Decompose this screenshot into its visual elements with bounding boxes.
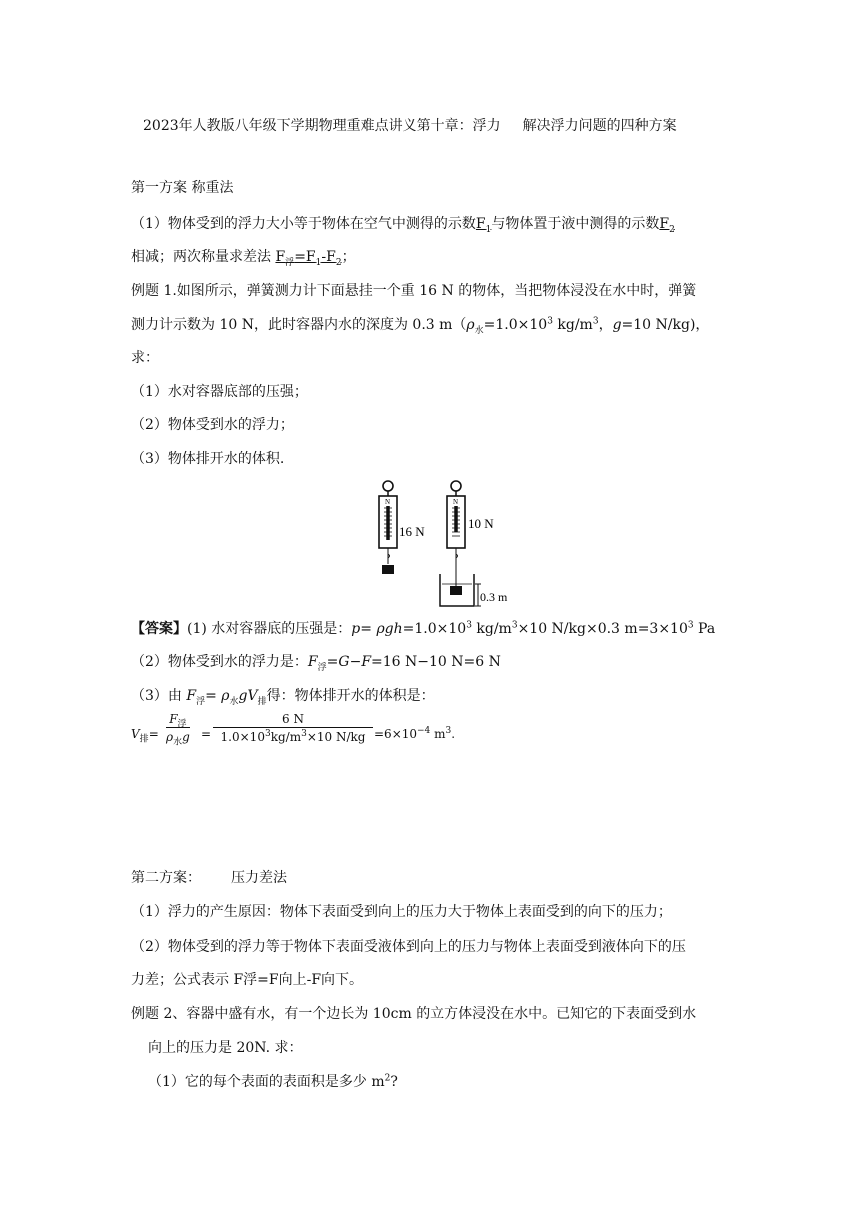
title-main: 2023年人教版八年级下学期物理重难点讲义第十章：浮力 (143, 118, 501, 134)
section1-p1-line2: 相减；两次称量求差法 $F_浮=F_1-F_2$； (131, 249, 356, 268)
fraction-1: $F_浮$ $\rho_水g$ (166, 712, 190, 748)
question-1: （1）水对容器底部的压强； (131, 384, 308, 400)
title-sub: 解决浮力问题的四种方案 (522, 118, 677, 134)
fraction-2: $\frac{6 N}{1.0\times 10^3kg/m^3\times 10 N/kg}$ (213, 712, 373, 744)
reading-right: 10 N (468, 516, 494, 531)
answer-4-eq2: = (201, 727, 212, 741)
question-3: （3）物体排开水的体积. (131, 451, 285, 467)
example2-line2: 向上的压力是 20N. 求： (148, 1040, 303, 1056)
spring-scale-figure (360, 478, 530, 608)
section2-p2-line2: 力差；公式表示 F浮=F向上-F向下。 (131, 972, 364, 988)
example1-line1: 例题 1.如图所示，弹簧测力计下面悬挂一个重 16 N 的物体，当把物体浸没在水中时，弹簧 (131, 283, 697, 299)
example1-line2: 测力计示数为 10 N，此时容器内水的深度为 0.3 $m(\rho_水=1.0\times 10^3$ $kg/m^3$，g=10 N/kg)， (131, 316, 710, 336)
example2-line1: 例题 2、容器中盛有水，有一个边长为 10cm 的立方体浸没在水中。已知它的下表面受到水 (131, 1006, 697, 1022)
answer-2: （2）物体受到水的浮力是：$F_浮=G-F=16$ N−10 N=6 N (131, 654, 501, 673)
answer-4-result: $=6\times 10^{-4}$ $m^3$. (374, 726, 456, 741)
section2-heading: 第二方案： 压力差法 (131, 870, 287, 886)
reading-left: 16 N (399, 524, 425, 539)
example1-line3: 求： (131, 350, 159, 366)
question-2: （2）物体受到水的浮力； (131, 417, 294, 433)
page-title (143, 116, 677, 136)
section1-p1-line1: （1）物体受到的浮力大小等于物体在空气中测得的示数$F_1$与物体置于液中测得的示数$F_2$ (131, 216, 675, 235)
svg-text:N: N (453, 498, 459, 506)
svg-text:N: N (385, 498, 391, 506)
answer-3: （3）由 $F_浮= \rho_水gV_排$得：物体排开水的体积是： (131, 688, 435, 707)
example2-question1: （1）它的每个表面的表面积是多少 $m^2$? (148, 1073, 398, 1090)
spring-scale-right (440, 481, 508, 606)
section2-p2-line1: （2）物体受到的浮力等于物体下表面受液体到向上的压力与物体上表面受到液体向下的压 (131, 939, 686, 955)
answer-4-lhs: $V_排=$ (131, 727, 159, 745)
spring-scale-left (379, 481, 425, 574)
section2-p1: （1）浮力的产生原因：物体下表面受到向上的压力大于物体上表面受到的向下的压力； (131, 904, 672, 920)
section1-heading: 第一方案 称重法 (131, 180, 234, 196)
answer-1: 【答案】(1) 水对容器底的压强是：$p= \rho gh=1.0\times 10^3$ $kg/m^3\times 10$ N/kg×0.3 $m=3\times 10^3$ Pa (131, 620, 716, 637)
depth-label: 0.3 m (480, 590, 508, 604)
